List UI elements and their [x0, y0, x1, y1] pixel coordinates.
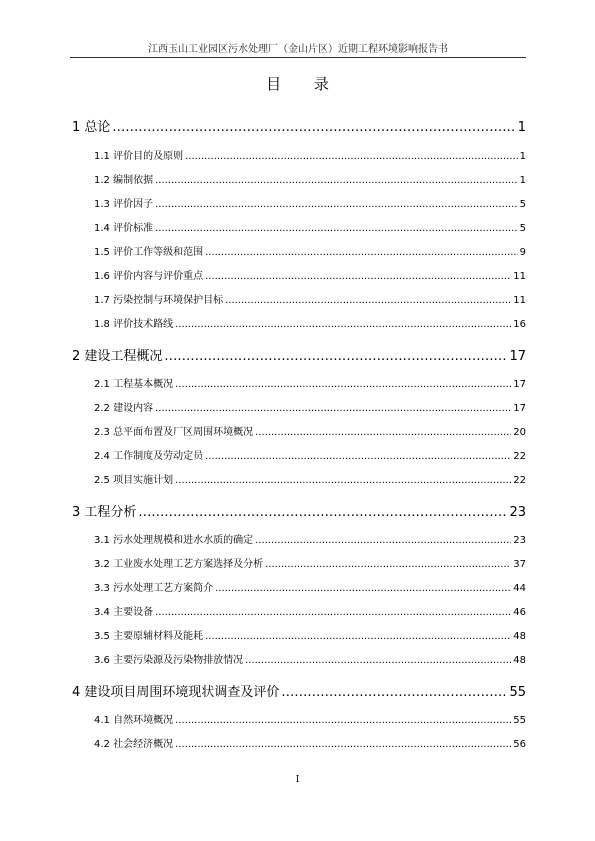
toc-leader-dots	[175, 379, 511, 390]
toc-section-entry[interactable]	[94, 267, 526, 282]
toc-leader-dots	[175, 319, 511, 330]
toc-section-entry[interactable]	[94, 399, 526, 414]
toc-entry-label: 1.5 评价工作等级和范围	[94, 247, 204, 258]
toc-entry-label: 3.6 主要污染源及污染物排放情况	[94, 655, 244, 666]
toc-leader-dots	[255, 427, 511, 438]
toc-section-entry[interactable]	[94, 447, 526, 462]
toc-entry-page: 9	[519, 247, 526, 258]
toc-leader-dots	[255, 535, 511, 546]
toc-entry-page: 1	[517, 120, 526, 135]
toc-entry-label: 1.2 编制依据	[94, 175, 154, 186]
toc-section-entry[interactable]	[94, 375, 526, 390]
toc-entry-page: 37	[513, 559, 526, 570]
toc-section-entry[interactable]	[94, 195, 526, 210]
toc-chapter-entry[interactable]	[72, 681, 526, 700]
toc-leader-dots	[175, 475, 511, 486]
toc-entry-label: 1.6 评价内容与评价重点	[94, 271, 204, 282]
toc-leader-dots	[205, 631, 511, 642]
toc-entry-page: 55	[513, 715, 526, 726]
toc-section-entry[interactable]	[94, 651, 526, 666]
toc-leader-dots	[155, 223, 518, 234]
toc-entry-label: 2.1 工程基本概况	[94, 379, 174, 390]
toc-entry-page: 55	[509, 685, 526, 700]
toc-entry-label: 3.2 工业废水处理工艺方案选择及分析	[94, 559, 264, 570]
toc-entry-label: 3.4 主要设备	[94, 607, 154, 618]
toc-leader-dots	[155, 199, 518, 210]
toc-entry-label: 4.1 自然环境概况	[94, 715, 174, 726]
toc-entry-label: 3.3 污水处理工艺方案简介	[94, 583, 214, 594]
toc-entry-page: 1	[519, 151, 526, 162]
toc-entry-label: 1.1 评价目的及原则	[94, 151, 184, 162]
toc-entry-page: 5	[519, 199, 526, 210]
toc-leader-dots	[245, 655, 511, 666]
toc-entry-page: 46	[513, 607, 526, 618]
toc-entry-page: 23	[513, 535, 526, 546]
toc-entry-page: 48	[513, 631, 526, 642]
toc-section-entry[interactable]	[94, 735, 526, 750]
toc-leader-dots	[281, 685, 507, 700]
toc-entry-page: 56	[513, 739, 526, 750]
toc-entry-label: 4.2 社会经济概况	[94, 739, 174, 750]
toc-section-entry[interactable]	[94, 711, 526, 726]
toc-entry-page: 11	[513, 271, 526, 282]
toc-leader-dots	[175, 739, 511, 750]
toc-entry-page: 17	[509, 349, 526, 364]
toc-entry-page: 17	[513, 379, 526, 390]
toc-section-entry[interactable]	[94, 531, 526, 546]
toc-entry-label: 1.8 评价技术路线	[94, 319, 174, 330]
header-rule	[70, 57, 526, 58]
toc-section-entry[interactable]	[94, 555, 526, 570]
toc-section-entry[interactable]	[94, 627, 526, 642]
toc-entry-label: 1.7 污染控制与环境保护目标	[94, 295, 224, 306]
toc-entry-page: 48	[513, 655, 526, 666]
toc-entry-page: 23	[509, 505, 526, 520]
toc-entry-page: 11	[513, 295, 526, 306]
toc-entry-label: 2 建设工程概况	[72, 349, 163, 364]
toc-leader-dots	[265, 559, 511, 570]
toc-leader-dots	[155, 175, 518, 186]
toc-entry-page: 22	[513, 451, 526, 462]
toc-entry-page: 5	[519, 223, 526, 234]
toc-entry-page: 16	[513, 319, 526, 330]
toc-section-entry[interactable]	[94, 291, 526, 306]
toc-leader-dots	[205, 271, 511, 282]
toc-entry-label: 2.5 项目实施计划	[94, 475, 174, 486]
toc-entry-label: 1.3 评价因子	[94, 199, 154, 210]
toc-section-entry[interactable]	[94, 423, 526, 438]
toc-chapter-entry[interactable]	[72, 116, 526, 135]
toc-leader-dots	[215, 583, 511, 594]
toc-section-entry[interactable]	[94, 603, 526, 618]
toc-entry-page: 22	[513, 475, 526, 486]
toc-chapter-entry[interactable]	[72, 345, 526, 364]
document-header: 江西玉山工业园区污水处理厂（金山片区）近期工程环境影响报告书	[148, 44, 448, 55]
toc-section-entry[interactable]	[94, 579, 526, 594]
toc-section-entry[interactable]	[94, 219, 526, 234]
toc-leader-dots	[205, 451, 511, 462]
toc-leader-dots	[185, 151, 518, 162]
toc-chapter-entry[interactable]	[72, 501, 526, 520]
toc-section-entry[interactable]	[94, 471, 526, 486]
toc-entry-label: 2.2 建设内容	[94, 403, 154, 414]
toc-title: 目 录	[266, 75, 343, 93]
toc-leader-dots	[175, 715, 511, 726]
toc-section-entry[interactable]	[94, 243, 526, 258]
toc-entry-label: 3.5 主要原辅材料及能耗	[94, 631, 204, 642]
toc-entry-label: 2.4 工作制度及劳动定员	[94, 451, 204, 462]
toc-entry-page: 44	[513, 583, 526, 594]
toc-entry-label: 3.1 污水处理规模和进水水质的确定	[94, 535, 254, 546]
toc-entry-label: 1.4 评价标准	[94, 223, 154, 234]
toc-leader-dots	[155, 403, 511, 414]
toc-entry-label: 3 工程分析	[72, 505, 137, 520]
toc-leader-dots	[155, 607, 511, 618]
toc-leader-dots	[225, 295, 511, 306]
toc-section-entry[interactable]	[94, 171, 526, 186]
toc-section-entry[interactable]	[94, 315, 526, 330]
toc-entry-label: 1 总论	[72, 120, 111, 135]
toc-entry-page: 17	[513, 403, 526, 414]
toc-section-entry[interactable]	[94, 147, 526, 162]
toc-leader-dots	[164, 349, 507, 364]
toc-leader-dots	[205, 247, 518, 258]
page-number: I	[295, 775, 300, 785]
toc-entry-page: 1	[519, 175, 526, 186]
toc-entry-page: 20	[513, 427, 526, 438]
toc-leader-dots	[112, 120, 515, 135]
toc-entry-label: 4 建设项目周围环境现状调查及评价	[72, 685, 280, 700]
toc-entry-label: 2.3 总平面布置及厂区周围环境概况	[94, 427, 254, 438]
toc-leader-dots	[138, 505, 507, 520]
